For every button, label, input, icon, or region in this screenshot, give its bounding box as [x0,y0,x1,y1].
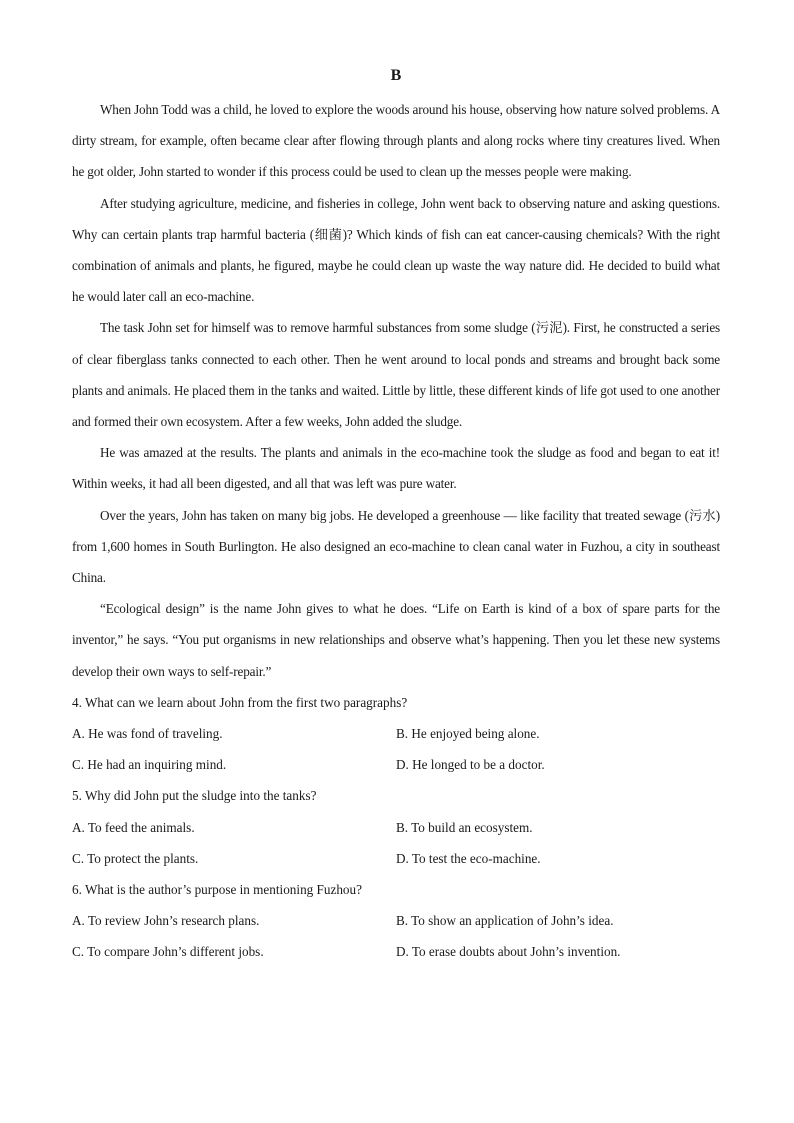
paragraph-4: He was amazed at the results. The plants and animals in the eco-machine took the sludge as food and began to eat it! Within weeks, it had all been digested, and all that was left was pure water. [72,445,720,492]
question-4 [72,687,720,781]
question-6 [72,874,720,968]
question-options [72,905,720,967]
question-stem: 4. What can we learn about John from the first two paragraphs? [72,694,408,710]
option-b: B. He enjoyed being alone. [396,726,540,742]
option-c: C. To protect the plants. [72,850,199,866]
option-a: A. To review John’s research plans. [72,913,260,929]
option-c: C. He had an inquiring mind. [72,757,227,773]
paragraph-2: After studying agriculture, medicine, and fisheries in college, John went back to observing nature and asking questions. Why can certain plants trap harmful bacteria (细菌)? Which kinds of fish can eat cancer-causing chemicals? With the right combination of animals and plants, he figured, maybe he could clean up waste the way nature did. He decided to build what he would later call an eco-machine. [72,195,720,305]
option-d: D. He longed to be a doctor. [396,757,545,773]
question-stem: 6. What is the author’s purpose in mentioning Fuzhou? [72,882,362,898]
option-b: B. To build an ecosystem. [396,819,533,835]
option-b: B. To show an application of John’s idea. [396,913,614,929]
option-d: D. To erase doubts about John’s invention. [396,944,621,960]
question-stem: 5. Why did John put the sludge into the tanks? [72,788,317,804]
option-a: A. He was fond of traveling. [72,726,223,742]
option-a: A. To feed the animals. [72,819,195,835]
question-options [72,718,720,780]
section-title: B [390,67,402,84]
paragraph-6: “Ecological design” is the name John gives to what he does. “Life on Earth is kind of a box of spare parts for the inventor,” he says. “You put organisms in new relationships and observe what’s happening. Then you let these new systems develop their own ways to self-repair.” [72,601,720,679]
paragraph-5: Over the years, John has taken on many big jobs. He developed a greenhouse — like facility that treated sewage (污水) from 1,600 homes in South Burlington. He also designed an eco-machine to clean canal water in Fuzhou, a city in southeast China. [72,507,720,586]
option-d: D. To test the eco-machine. [396,850,541,866]
option-c: C. To compare John’s different jobs. [72,944,264,960]
question-5 [72,780,720,874]
question-options [72,812,720,874]
paragraph-1: When John Todd was a child, he loved to explore the woods around his house, observing how nature solved problems. A dirty stream, for example, often became clear after flowing through plants and along rocks where tiny creatures lived. When he got older, John started to wonder if this process could be used to clean up the messes people were making. [72,102,720,180]
document-page [72,64,720,968]
paragraph-3: The task John set for himself was to remove harmful substances from some sludge (污泥). First, he constructed a series of clear fiberglass tanks connected to each other. Then he went around to local ponds and streams and brought back some plants and animals. He placed them in the tanks and waited. Little by little, these different kinds of life got used to one another and formed their own ecosystem. After a few weeks, John added the sludge. [72,320,720,430]
